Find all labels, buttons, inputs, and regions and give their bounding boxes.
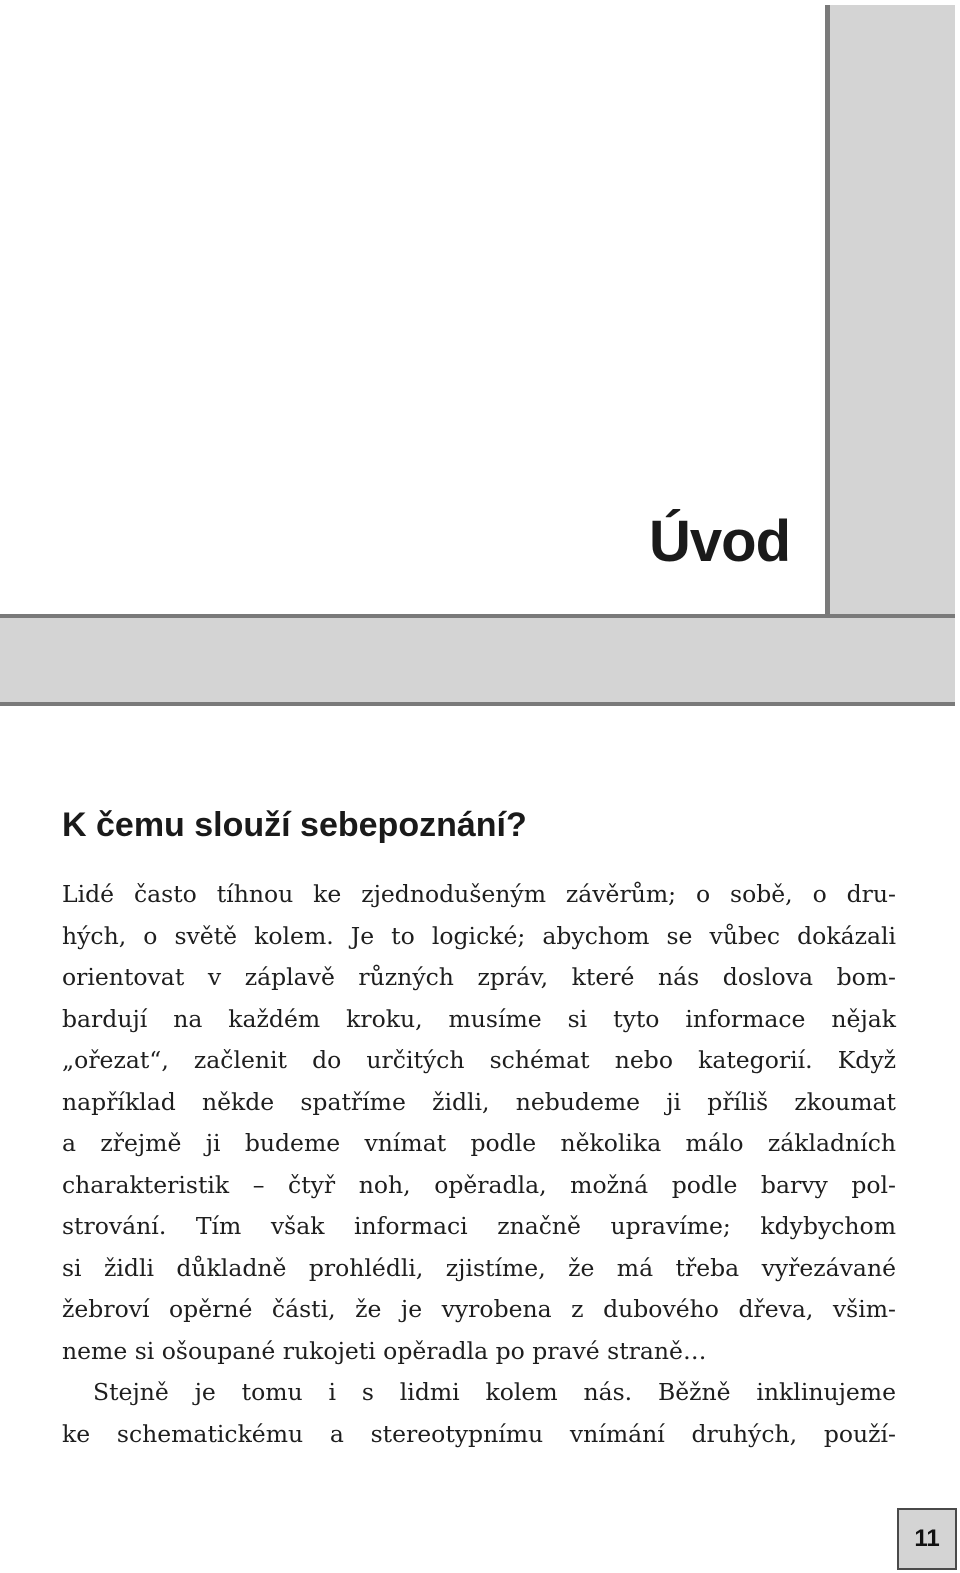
text-line: například někde spatříme židli, nebudeme ji příliš zkoumat [62,1087,896,1116]
page-number: 11 [897,1508,957,1570]
text-line: neme si ošoupané rukojeti opěradla po pravé straně… [62,1336,707,1365]
text-line: ke schematickému a stereotypnímu vnímání druhých, použí- [62,1419,896,1448]
text-line: „ořezat“, začlenit do určitých schémat nebo kategorií. Když [62,1046,896,1074]
text-line: hých, o světě kolem. Je to logické; abychom se vůbec dokázali [62,921,896,950]
text-line: žebroví opěrné části, že je vyrobena z dubového dřeva, všim- [62,1295,896,1323]
text-line: orientovat v záplavě různých zpráv, které nás doslova bom- [62,963,896,991]
text-line: strování. Tím však informaci značně upravíme; kdybychom [62,1212,896,1240]
body-text [62,874,896,1455]
chapter-title: Úvod [649,509,790,574]
decorative-vertical-band [825,5,955,705]
text-line: Stejně je tomu i s lidmi kolem nás. Běžně inklinujeme [93,1378,896,1406]
text-line: a zřejmě ji budeme vnímat podle několika málo základních [62,1129,896,1157]
text-line: si židli důkladně prohlédli, zjistíme, že má třeba vyřezávané [62,1253,896,1282]
section-heading: K čemu slouží sebepoznání? [62,806,527,844]
text-line: charakteristik – čtyř noh, opěradla, možná podle barvy pol- [62,1170,896,1199]
decorative-horizontal-band [0,614,955,706]
text-line: Lidé často tíhnou ke zjednodušeným závěrům; o sobě, o dru- [62,880,896,908]
text-line: bardují na každém kroku, musíme si tyto informace nějak [62,1004,896,1033]
